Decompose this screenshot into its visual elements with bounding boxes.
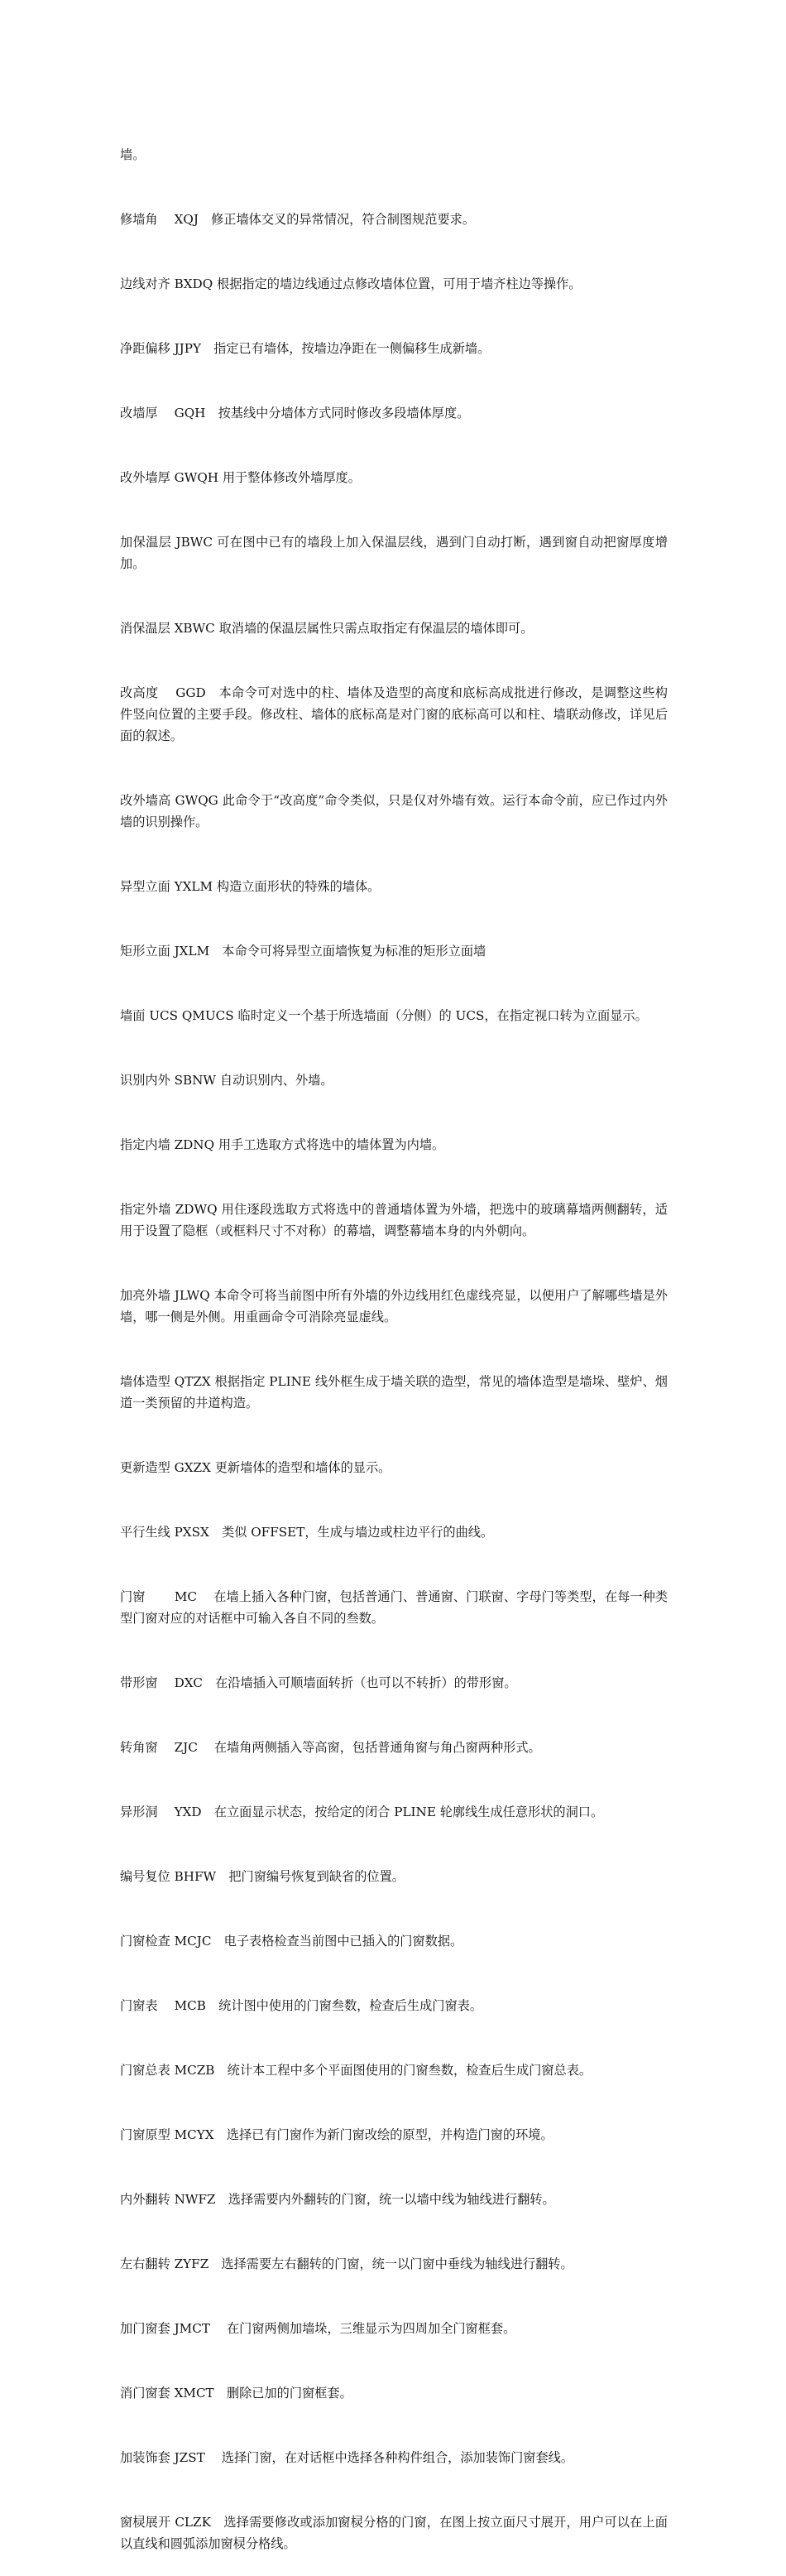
paragraph: 墙面 UCS QMUCS 临时定义一个基于所选墙面（分侧）的 UCS，在指定视口转为立面显示。 — [120, 1008, 648, 1023]
document-page — [120, 101, 668, 2576]
paragraph: 指定外墙 ZDWQ 用住逐段选取方式将选中的普通墙体置为外墙，把选中的玻璃幕墙两侧翻转，适用于设置了隐框（或框料尺寸不对称）的幕墙，调整幕墙本身的内外朝向。 — [120, 1202, 668, 1238]
paragraph: 消保温层 XBWC 取消墙的保温层属性只需点取指定有保温层的墙体即可。 — [120, 621, 534, 636]
paragraph: 门窗检查 MCJC 电子表格检查当前图中已插入的门窗数据。 — [120, 1934, 463, 1949]
paragraph: 异形洞 YXD 在立面显示状态，按给定的闭合 PLINE 轮廓线生成任意形状的洞口。 — [120, 1805, 604, 1819]
paragraph: 内外翻转 NWFZ 选择需要内外翻转的门窗，统一以墙中线为轴线进行翻转。 — [120, 2192, 555, 2207]
paragraph: 净距偏移 JJPY 指定已有墙体，按墙边净距在一侧偏移生成新墙。 — [120, 341, 491, 356]
paragraph: 带形窗 DXC 在沿墙插入可顺墙面转折（也可以不转折）的带形窗。 — [120, 1675, 517, 1690]
paragraph: 墙。 — [120, 147, 146, 162]
paragraph: 加门窗套 JMCT 在门窗两侧加墙垛，三维显示为四周加全门窗框套。 — [120, 2321, 516, 2336]
paragraph: 加亮外墙 JLWQ 本命令可将当前图中所有外墙的外边线用红色虚线亮显，以便用户了解哪些墙是外墙，哪一侧是外侧。用重画命令可消除亮显虚线。 — [120, 1288, 668, 1324]
paragraph: 矩形立面 JXLM 本命令可将异型立面墙恢复为标准的矩形立面墙 — [120, 944, 486, 959]
paragraph: 改外墙高 GWQG 此命令于“改高度”命令类似，只是仅对外墙有效。运行本命令前，应已作过内外墙的识别操作。 — [120, 793, 668, 829]
paragraph: 识别内外 SBNW 自动识别内、外墙。 — [120, 1073, 333, 1088]
paragraph: 边线对齐 BXDQ 根据指定的墙边线通过点修改墙体位置，可用于墙齐柱边等操作。 — [120, 276, 582, 291]
paragraph: 异型立面 YXLM 构造立面形状的特殊的墙体。 — [120, 879, 381, 894]
paragraph: 门窗总表 MCZB 统计本工程中多个平面图使用的门窗叁数，检查后生成门窗总表。 — [120, 2063, 592, 2078]
paragraph: 门窗原型 MCYX 选择已有门窗作为新门窗改绘的原型，并构造门窗的环境。 — [120, 2127, 554, 2142]
paragraph: 编号复位 BHFW 把门窗编号恢复到缺省的位置。 — [120, 1869, 405, 1884]
paragraph: 指定内墙 ZDNQ 用手工选取方式将选中的墙体置为内墙。 — [120, 1137, 445, 1152]
paragraph: 门窗表 MCB 统计图中使用的门窗叁数，检查后生成门窗表。 — [120, 1998, 483, 2013]
paragraph: 转角窗 ZJC 在墙角两侧插入等高窗，包括普通角窗与角凸窗两种形式。 — [120, 1740, 541, 1755]
paragraph: 改高度 GGD 本命令可对选中的柱、墙体及造型的高度和底标高成批进行修改，是调整这些构件竖向位置的主要手段。修改柱、墙体的底标高是对门窗的底标高可以和柱、墙联动修改，详见后面的叙述。 — [120, 685, 668, 743]
paragraph: 改墙厚 GQH 按基线中分墙体方式同时修改多段墙体厚度。 — [120, 406, 470, 421]
paragraph: 平行生线 PXSX 类似 OFFSET，生成与墙边或柱边平行的曲线。 — [120, 1525, 494, 1540]
paragraph: 门窗 MC 在墙上插入各种门窗，包括普通门、普通窗、门联窗、字母门等类型，在每一种类型门窗对应的对话框中可输入各自不同的叁数。 — [120, 1589, 668, 1626]
paragraph: 修墙角 XQJ 修正墙体交叉的异常情况，符合制图规范要求。 — [120, 212, 476, 227]
paragraph: 左右翻转 ZYFZ 选择需要左右翻转的门窗，统一以门窗中垂线为轴线进行翻转。 — [120, 2256, 573, 2271]
paragraph: 窗棂展开 CLZK 选择需要修改或添加窗棂分格的门窗，在图上按立面尺寸展开，用户可以在上面以直线和圆弧添加窗棂分格线。 — [120, 2515, 668, 2551]
paragraph: 改外墙厚 GWQH 用于整体修改外墙厚度。 — [120, 470, 361, 485]
paragraph: 消门窗套 XMCT 删除已加的门窗框套。 — [120, 2386, 352, 2401]
paragraph: 墙体造型 QTZX 根据指定 PLINE 线外框生成于墙关联的造型，常见的墙体造型是墙垛、壁炉、烟道一类预留的井道构造。 — [120, 1374, 668, 1411]
paragraph: 加装饰套 JZST 选择门窗，在对话框中选择各种构件组合，添加装饰门窗套线。 — [120, 2450, 574, 2465]
paragraph: 更新造型 GXZX 更新墙体的造型和墙体的显示。 — [120, 1460, 391, 1475]
paragraph: 加保温层 JBWC 可在图中已有的墙段上加入保温层线，遇到门自动打断，遇到窗自动把窗厚度增加。 — [120, 535, 668, 571]
